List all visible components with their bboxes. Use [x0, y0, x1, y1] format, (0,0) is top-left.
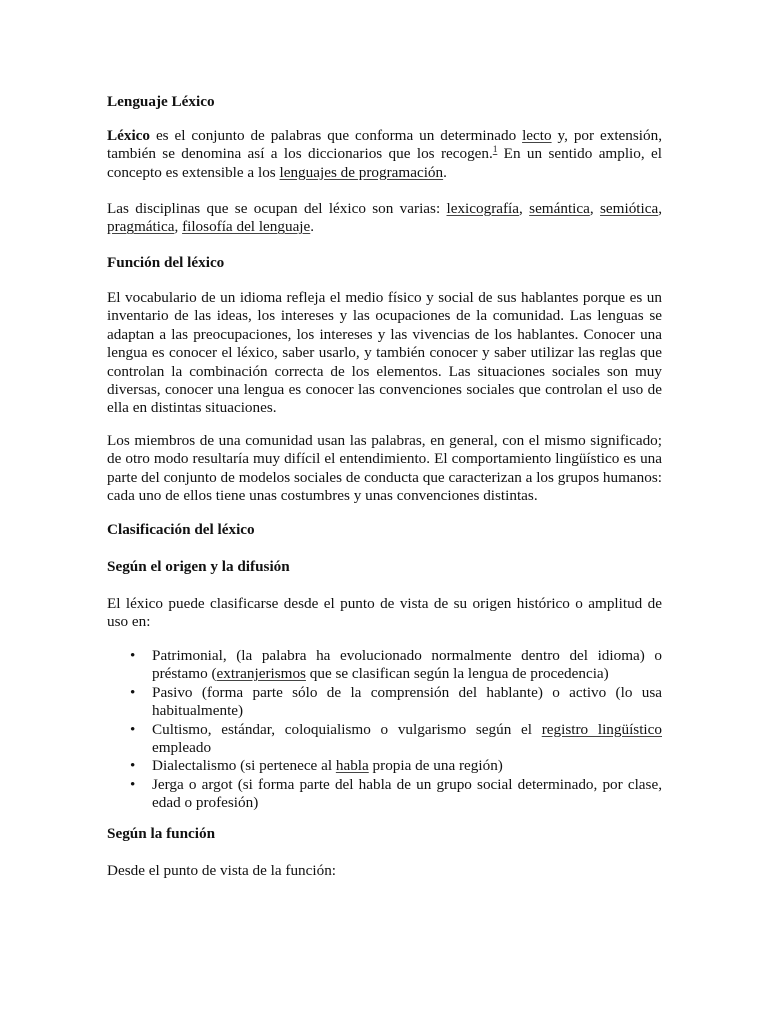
classification-list	[107, 647, 662, 813]
paragraph-lexico-definition: Léxico es el conjunto de palabras que conforma un determinado lecto y, por extensión, también se denomina así a los diccionarios que los recogen.$^1$ En un sentido amplio, el concepto es extensible a los lenguajes de programación.	[107, 127, 662, 181]
paragraph-vocabulario: El vocabulario de un idioma refleja el medio físico y social de sus hablantes porque es un inventario de las ideas, los intereses y las ocupaciones de la comunidad. Las lenguas se adaptan a las preocupaciones, los intereses y las vivencias de los hablantes. Conocer una lengua es conocer el léxico, saber usarlo, y también conocer y saber utilizar las reglas que controlan la combinación correcta de los elementos. Las situaciones sociales son muy diversas, conocer una lengua es conocer las convenciones sociales que controlan el uso de ella en distintas situaciones.	[107, 289, 662, 417]
paragraph-funcion-intro: Desde el punto de vista de la función:	[107, 862, 337, 879]
paragraph-clasificacion-intro: El léxico puede clasificarse desde el punto de vista de su origen histórico o amplitud de uso en:	[107, 595, 662, 631]
heading-funcion-del-lexico: Función del léxico	[107, 254, 225, 271]
link-extranjerismos[interactable]: extranjerismos	[216, 665, 306, 683]
heading-segun-origen-difusion: Según el origen y la difusión	[107, 558, 290, 575]
link-lexicografia[interactable]: lexicografía	[446, 200, 520, 217]
link-semantica[interactable]: semántica	[529, 200, 590, 217]
list-item: • Cultismo, estándar, coloquialismo o vulgarismo según el registro lingüístico empleado	[130, 720, 662, 757]
link-habla[interactable]: habla	[335, 757, 369, 775]
term-lexico: Léxico	[107, 127, 151, 144]
link-lecto[interactable]: lecto	[522, 127, 552, 144]
list-item: • Jerga o argot (si forma parte del habla de un grupo social determinado, por clase, edad o profesión)	[130, 775, 662, 812]
list-item: • Dialectalismo (si pertenece al habla propia de una región)	[130, 757, 503, 775]
link-filosofia-del-lenguaje[interactable]: filosofía del lenguaje	[182, 218, 311, 236]
list-item: • Patrimonial, (la palabra ha evolucionado normalmente dentro del idioma) o préstamo (extranjerismos que se clasifican según la lengua de procedencia)	[130, 647, 662, 683]
paragraph-miembros-comunidad: Los miembros de una comunidad usan las palabras, en general, con el mismo significado; de otro modo resultaría muy difícil el entendimiento. El comportamiento lingüístico es una parte del conjunto de modelos sociales de conducta que caracterizan a los grupos humanos: cada uno de ellos tiene unas costumbres y unas convenciones distintas.	[107, 432, 662, 505]
footnote-link[interactable]: 1	[492, 144, 498, 155]
heading-segun-la-funcion: Según la función	[107, 825, 216, 842]
document-title: Lenguaje Léxico	[107, 93, 215, 110]
paragraph-disciplinas: Las disciplinas que se ocupan del léxico son varias: lexicografía, semántica, semiótica, pragmática, filosofía del lenguaje.	[107, 200, 663, 236]
link-semiotica[interactable]: semiótica	[600, 200, 659, 217]
link-lenguajes-de-programacion[interactable]: lenguajes de programación	[279, 163, 444, 181]
link-pragmatica[interactable]: pragmática	[107, 218, 175, 236]
list-item: • Pasivo (forma parte sólo de la comprensión del hablante) o activo (lo usa habitualmente)	[130, 683, 662, 720]
heading-clasificacion-del-lexico: Clasificación del léxico	[107, 521, 255, 538]
link-registro-linguistico[interactable]: registro lingüístico	[541, 720, 662, 738]
